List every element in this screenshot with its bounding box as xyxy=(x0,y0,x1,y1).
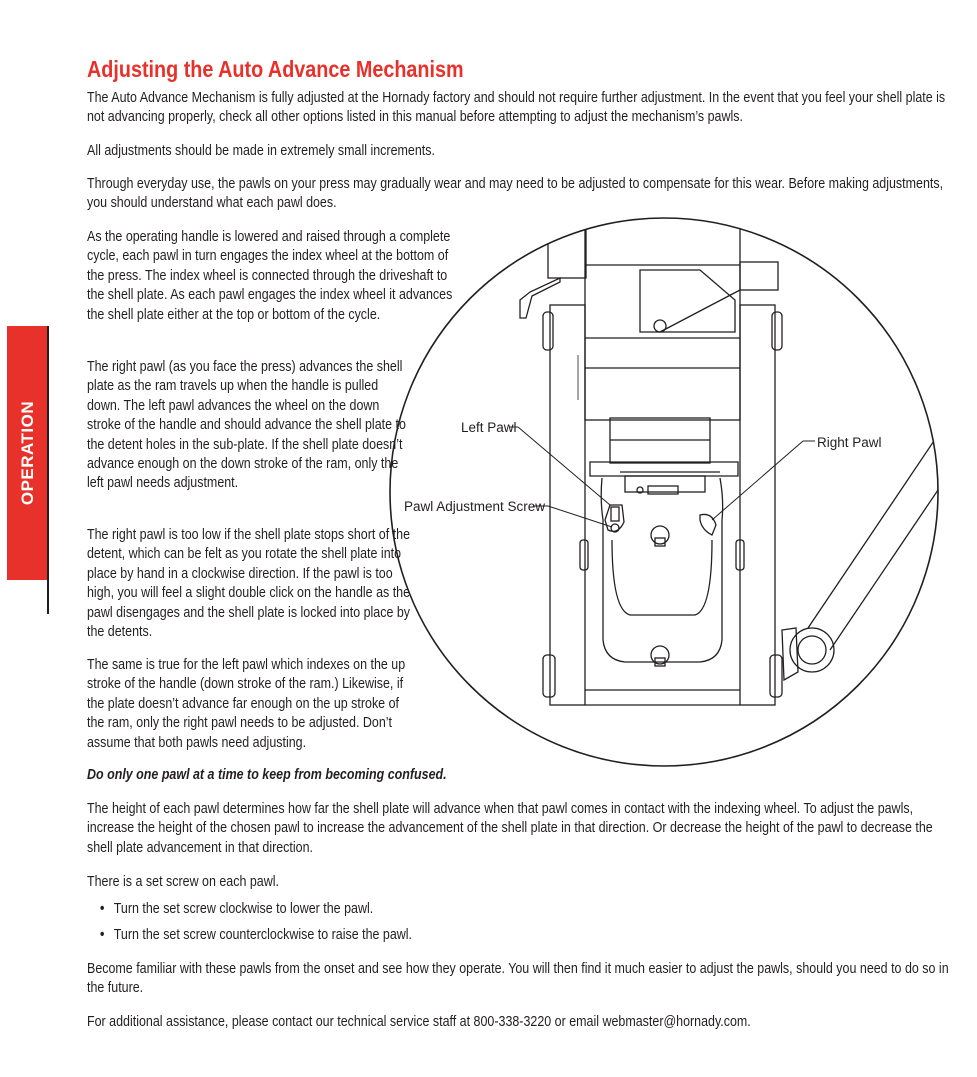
increments-paragraph: All adjustments should be made in extremely small increments. xyxy=(87,143,435,159)
left-pawl-label: Left Pawl xyxy=(461,420,517,435)
list-item-text: Turn the set screw clockwise to lower the pawl. xyxy=(113,901,374,917)
height-paragraph: The height of each pawl determines how far the shell plate will advance when that pawl comes in contact with the indexing wheel. To adjust the pawls, increase the height of the chosen pawl to increase the advancement of the shell plate in that direction. Or decrease the height of the pawl to decrease the shell plate advancement in that direction. xyxy=(87,801,933,856)
intro-paragraph: The Auto Advance Mechanism is fully adjusted at the Hornady factory and should not require further adjustment. In the event that you feel your shell plate is not advancing properly, check all other options listed in this manual before attempting to adjust the mechanism’s pawls. xyxy=(87,90,946,126)
left-pawl-paragraph: The same is true for the left pawl which indexes on the up stroke of the handle (down stroke of the ram.) Likewise, if the plate doesn’t advance far enough on the up stroke of the ram, only the right pawl needs to be adjusted. Don’t assume that both pawls need adjusting. xyxy=(87,657,406,751)
section-tab-label: OPERATION xyxy=(18,400,37,506)
page-title: Adjusting the Auto Advance Mechanism xyxy=(87,56,464,82)
list-item-text: Turn the set screw counterclockwise to raise the pawl. xyxy=(113,927,413,943)
pawl-mechanism-diagram xyxy=(388,215,948,773)
press-drawing xyxy=(520,215,948,705)
contact-paragraph: For additional assistance, please contact our technical service staff at 800-338-3220 or email webmaster@hornady.com. xyxy=(87,1014,751,1030)
section-tab-rule xyxy=(47,326,49,614)
bullet-icon: • xyxy=(100,927,105,943)
too-low-paragraph: The right pawl is too low if the shell plate stops short of the detent, which can be felt as you rotate the shell plate into place by hand in a clockwise direction. If the pawl is too high, you will feel a slight double click on the handle as the pawl disengages and the shell plate is locked into place by the detents. xyxy=(87,527,411,641)
list-item xyxy=(100,900,412,926)
warning-paragraph: Do only one pawl at a time to keep from becoming confused. xyxy=(87,767,447,783)
wear-paragraph: Through everyday use, the pawls on your press may gradually wear and may need to be adjusted to compensate for this wear. Before making adjustments, you should understand what each pawl does. xyxy=(87,176,944,212)
adjustment-screw-label: Pawl Adjustment Screw xyxy=(404,499,546,514)
set-screw-paragraph: There is a set screw on each pawl. xyxy=(87,874,279,890)
callout-leaders xyxy=(510,427,815,527)
bullet-icon: • xyxy=(100,901,105,917)
familiar-paragraph: Become familiar with these pawls from the onset and see how they operate. You will then find it much easier to adjust the pawls, should you need to do so in the future. xyxy=(87,961,949,997)
right-pawl-label: Right Pawl xyxy=(817,435,882,450)
cycle-paragraph: As the operating handle is lowered and raised through a complete cycle, each pawl in turn engages the index wheel at the bottom of the press. The index wheel is connected through the driveshaft to the shell plate. As each pawl engages the index wheel it advances the shell plate either at the top or bottom of the cycle. xyxy=(87,229,453,323)
adjustment-list xyxy=(100,900,412,952)
right-pawl-paragraph: The right pawl (as you face the press) advances the shell plate as the ram travels up when the handle is pulled down. The left pawl advances the wheel on the down stroke of the handle and should advance the shell plate to the detent holes in the sub-plate. If the shell plate doesn’t advance enough on the down stroke of the ram, only the left pawl needs adjustment. xyxy=(87,359,406,492)
list-item xyxy=(100,926,412,952)
